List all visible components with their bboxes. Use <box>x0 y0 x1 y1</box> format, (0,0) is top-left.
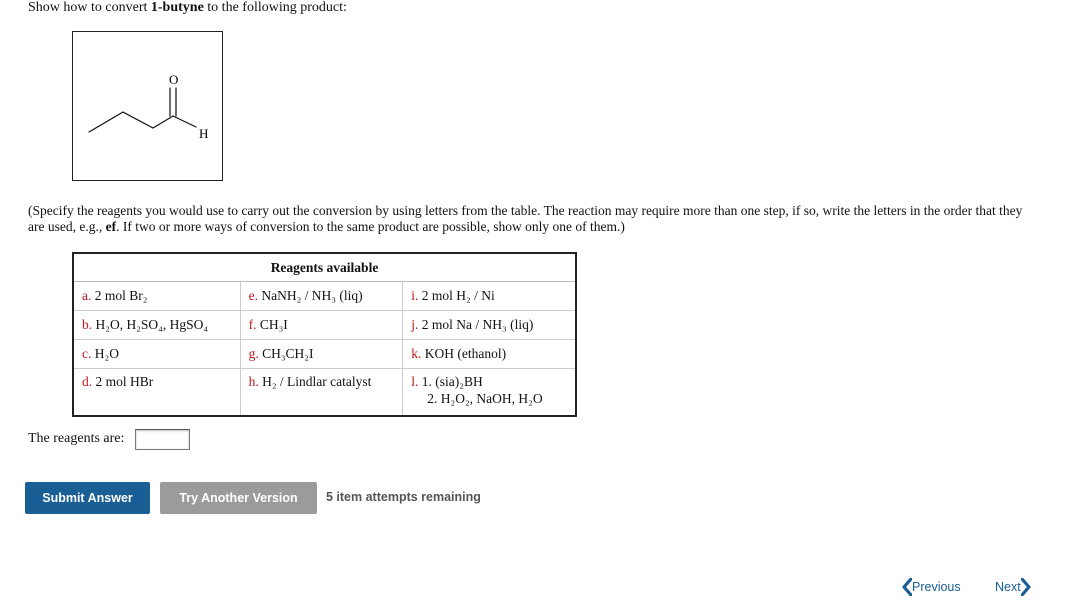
reagent-text: 2 mol H₂ / Ni <box>421 288 495 303</box>
previous-link[interactable] <box>902 578 961 596</box>
reagent-letter: g. <box>248 346 259 361</box>
reagent-text: CH₃I <box>259 317 288 332</box>
reagent-letter: b. <box>82 317 93 332</box>
reagent-text: KOH (ethanol) <box>424 346 507 361</box>
reagent-cell-g <box>240 340 403 369</box>
table-row <box>73 311 576 340</box>
next-label: Next <box>995 580 1021 594</box>
table-row <box>73 282 576 311</box>
bond-c1-c2 <box>89 112 123 132</box>
reagent-cell-e <box>240 282 403 311</box>
reagent-cell-h <box>240 369 403 417</box>
submit-answer-button[interactable]: Submit Answer <box>25 482 150 514</box>
hydrogen-atom-label: H <box>199 126 209 141</box>
instructions-text <box>28 203 1038 235</box>
bond-c2-c3 <box>123 112 153 128</box>
question-prefix: Show how to convert <box>28 0 151 15</box>
chevron-left-icon <box>902 578 912 596</box>
reagent-cell-a <box>73 282 240 311</box>
table-row <box>73 369 576 417</box>
answer-label: The reagents are: <box>28 431 125 446</box>
oxygen-atom-label: O <box>169 72 179 87</box>
reagent-text: NaNH₂ / NH₃ (liq) <box>261 288 363 303</box>
reagent-letter: c. <box>82 346 92 361</box>
reagent-cell-f <box>240 311 403 340</box>
product-structure <box>72 31 223 181</box>
reagent-cell-k <box>403 340 576 369</box>
reagent-text: H₂O, H₂SO₄, HgSO₄ <box>95 317 209 332</box>
reagent-cell-b <box>73 311 240 340</box>
reagent-cell-c <box>73 340 240 369</box>
try-another-version-button[interactable]: Try Another Version <box>160 482 317 514</box>
instructions-example: ef <box>105 219 117 234</box>
instructions-part1: (Specify the reagents you would use to carry out the conversion by using letters from the table. The reaction may require more than one step, if so, write the letters in the order that they are used, e.g., <box>28 203 1023 234</box>
reagent-text: H₂ / Lindlar catalyst <box>262 374 372 389</box>
reagents-answer-input[interactable] <box>135 429 190 450</box>
reagent-letter: i. <box>411 288 419 303</box>
table-row <box>73 340 576 369</box>
reagent-letter: l. <box>411 374 419 389</box>
bond-c3-c4 <box>153 116 173 128</box>
reagent-cell-d <box>73 369 240 417</box>
reagent-cell-l <box>403 369 576 417</box>
butanal-structure-drawing <box>73 32 222 180</box>
reagent-letter: d. <box>82 374 93 389</box>
chevron-right-icon <box>1021 578 1031 596</box>
reagent-letter: e. <box>248 288 258 303</box>
bond-c4-h <box>173 116 196 127</box>
next-link[interactable] <box>995 578 1031 596</box>
reagent-text: 2 mol Na / NH₃ (liq) <box>421 317 534 332</box>
attempts-remaining-text: 5 item attempts remaining <box>326 490 481 504</box>
reagent-letter: f. <box>248 317 257 332</box>
instructions-part2: . If two or more ways of conversion to the same product are possible, show only one of them.) <box>116 219 625 234</box>
question-compound: 1-butyne <box>150 0 204 15</box>
question-text <box>28 0 347 16</box>
reagent-text: CH₃CH₂I <box>262 346 314 361</box>
reagent-text: 2 mol Br₂ <box>94 288 148 303</box>
reagent-letter: a. <box>82 288 92 303</box>
question-suffix: to the following product: <box>203 0 347 15</box>
reagent-text: 1. (sia)₂BH <box>421 374 483 389</box>
reagent-text: H₂O <box>94 346 119 361</box>
reagent-text: 2 mol HBr <box>95 374 154 389</box>
reagent-letter: j. <box>411 317 419 332</box>
reagents-table-title: Reagents available <box>73 253 576 282</box>
reagent-cell-j <box>403 311 576 340</box>
previous-label: Previous <box>912 580 961 594</box>
reagents-table <box>72 252 577 417</box>
reagent-text-line2: 2. H₂O₂, NaOH, H₂O <box>427 391 543 406</box>
reagent-letter: h. <box>248 374 259 389</box>
reagent-letter: k. <box>411 346 422 361</box>
reagent-cell-i <box>403 282 576 311</box>
